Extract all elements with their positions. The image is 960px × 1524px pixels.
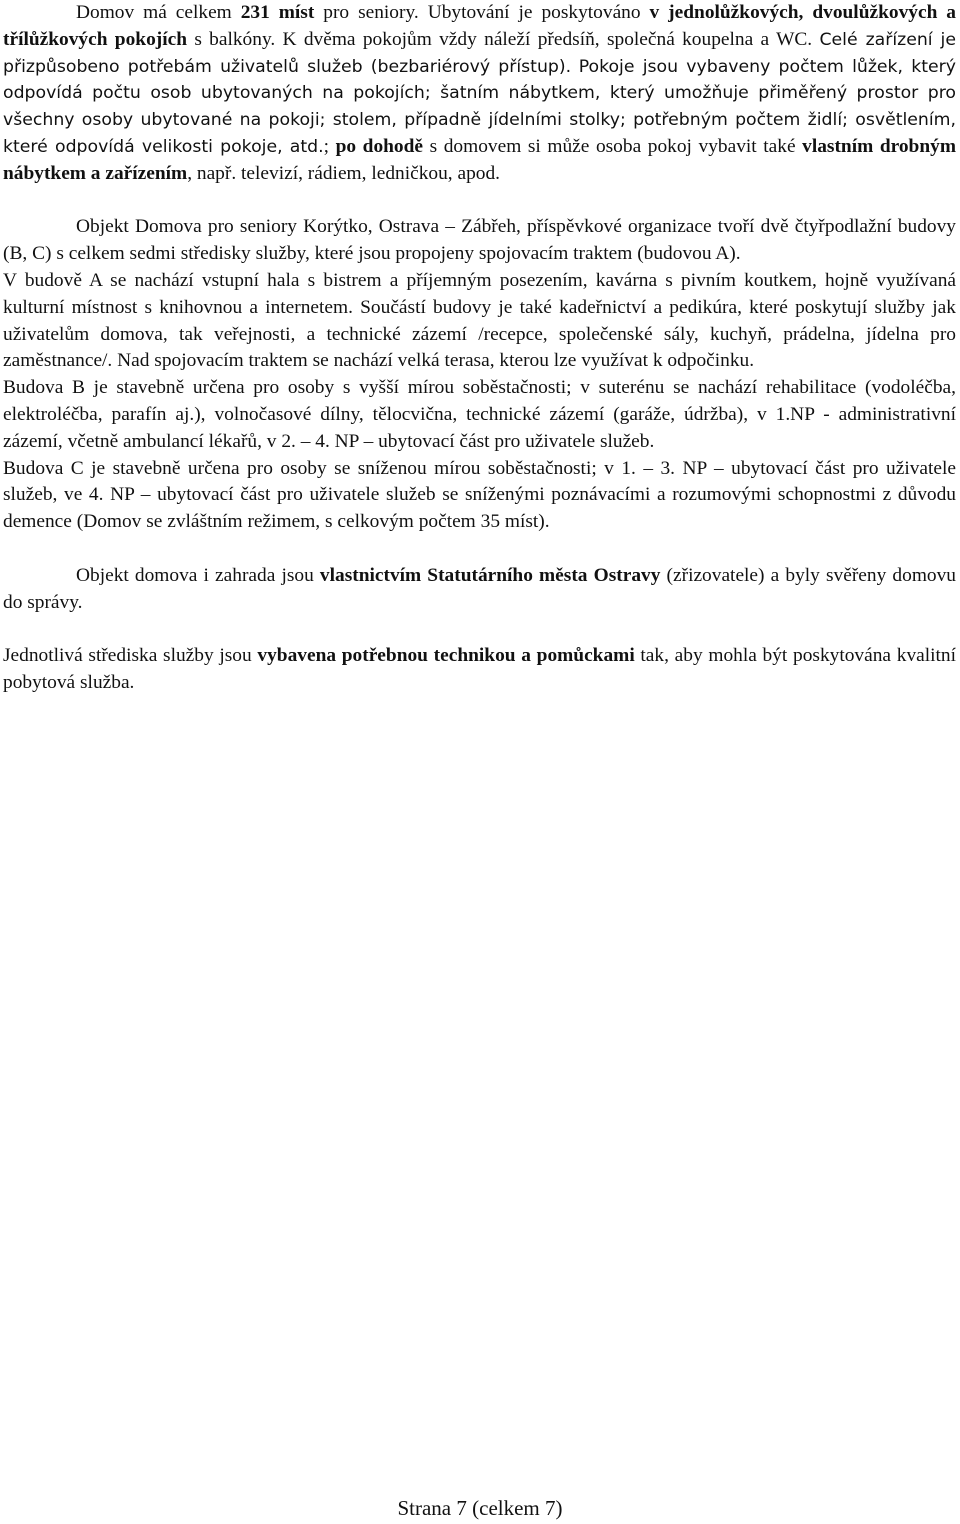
bold-span: 231 míst — [240, 2, 315, 23]
text-span: Celé zařízení je přizpůsobeno potřebám uživatelů služeb (bezbariérový přístup). — [3, 29, 956, 77]
bold-span: vlastnictvím Statutárního města Ostravy — [319, 564, 661, 586]
paragraph-building-overview: Objekt Domova pro seniory Korýtko, Ostrava – Zábřeh, příspěvkové organizace tvoří dvě čtyřpodlažní budovy (B, C) s celkem sedmi středisky služby, které jsou propojeny spojovacím traktem (budovou A). — [3, 216, 956, 265]
text-span: Domov má celkem — [76, 2, 241, 23]
text-span: pro seniory. Ubytování je poskytováno — [314, 2, 650, 23]
text-span: ; — [323, 135, 336, 157]
text-span: Jednotlivá střediska služby jsou — [3, 645, 258, 667]
paragraph-spacer — [3, 188, 956, 215]
text-span: Objekt domova i zahrada jsou — [76, 564, 320, 586]
paragraph-building-b: Budova B je stavebně určena pro osoby s vyšší mírou soběstačnosti; v suterénu se nachází rehabilitace (vodoléčba, elektroléčba, parafín aj.), volnočasové dílny, tělocvična, technické zázemí (garáže, údržba), v 1.NP - administrativní zázemí, včetně ambulancí lékařů, v 2. – 4. NP – ubytovací část pro uživatele služeb. — [3, 377, 956, 452]
paragraph-spacer — [3, 616, 956, 643]
text-span — [571, 56, 579, 77]
paragraph-ownership — [3, 563, 956, 617]
paragraph-spacer — [3, 536, 956, 563]
bold-span: vlastním drobným nábytkem a zařízením — [3, 135, 956, 184]
page-footer: Strana 7 (celkem 7) — [397, 1496, 563, 1520]
paragraph-building-c: Budova C je stavebně určena pro osoby se sníženou mírou soběstačnosti; v 1. – 3. NP – ubytovací část pro uživatele služeb, ve 4. NP – ubytovací část pro uživatele služeb se sníženými poznávacími a rozumovými schopnostmi z důvodu demence (Domov se zvláštním režimem, s celkovým počtem 35 míst). — [3, 457, 956, 533]
paragraph-accommodation — [3, 0, 956, 188]
text-span: s balkóny. K dvěma pokojům vždy náleží předsíň, společná koupelna a WC. — [187, 28, 820, 50]
bold-span: vybavena potřebnou technikou a pomůckami — [257, 645, 635, 667]
text-span: (zřizovatele) a byly svěřeny domovu do správy. — [3, 564, 956, 613]
document-page — [3, 0, 956, 697]
bold-span: po dohodě — [335, 135, 424, 157]
text-span: Pokoje jsou vybaveny počtem lůžek, který odpovídá počtu osob ubytovaných na pokojích; šatním nábytkem, který umožňuje přiměřený prostor pro všechny osoby ubytované na pokoji; stolem, případně jídelními stolky; potřebným počtem židlí; osvětlením, které odpovídá velikosti pokoje, atd. — [3, 56, 956, 157]
text-span: tak, aby mohla být poskytována kvalitní pobytová služba. — [3, 645, 956, 693]
text-span: s domovem si může osoba pokoj vybavit také — [423, 135, 803, 157]
bold-span: v jednolůžkových, dvoulůžkových a třílůžkových pokojích — [3, 2, 957, 50]
paragraph-building-a: V budově A se nachází vstupní hala s bistrem a příjemným posezením, kavárna s pivním koutkem, hojně využívaná kulturní místnost s knihovnou a internetem. Součástí budovy je také kadeřnictví a pedikúra, které poskytují služby jak uživatelům domova, tak veřejnosti, a technické zázemí /recepce, společenské sály, kuchyň, prádelna, jídelna pro zaměstnance/. Nad spojovacím traktem se nachází velká terasa, kterou lze využívat k odpočinku. — [3, 269, 956, 372]
text-span: , např. televizí, rádiem, ledničkou, apod. — [187, 162, 501, 184]
paragraph-equipment — [3, 643, 956, 697]
